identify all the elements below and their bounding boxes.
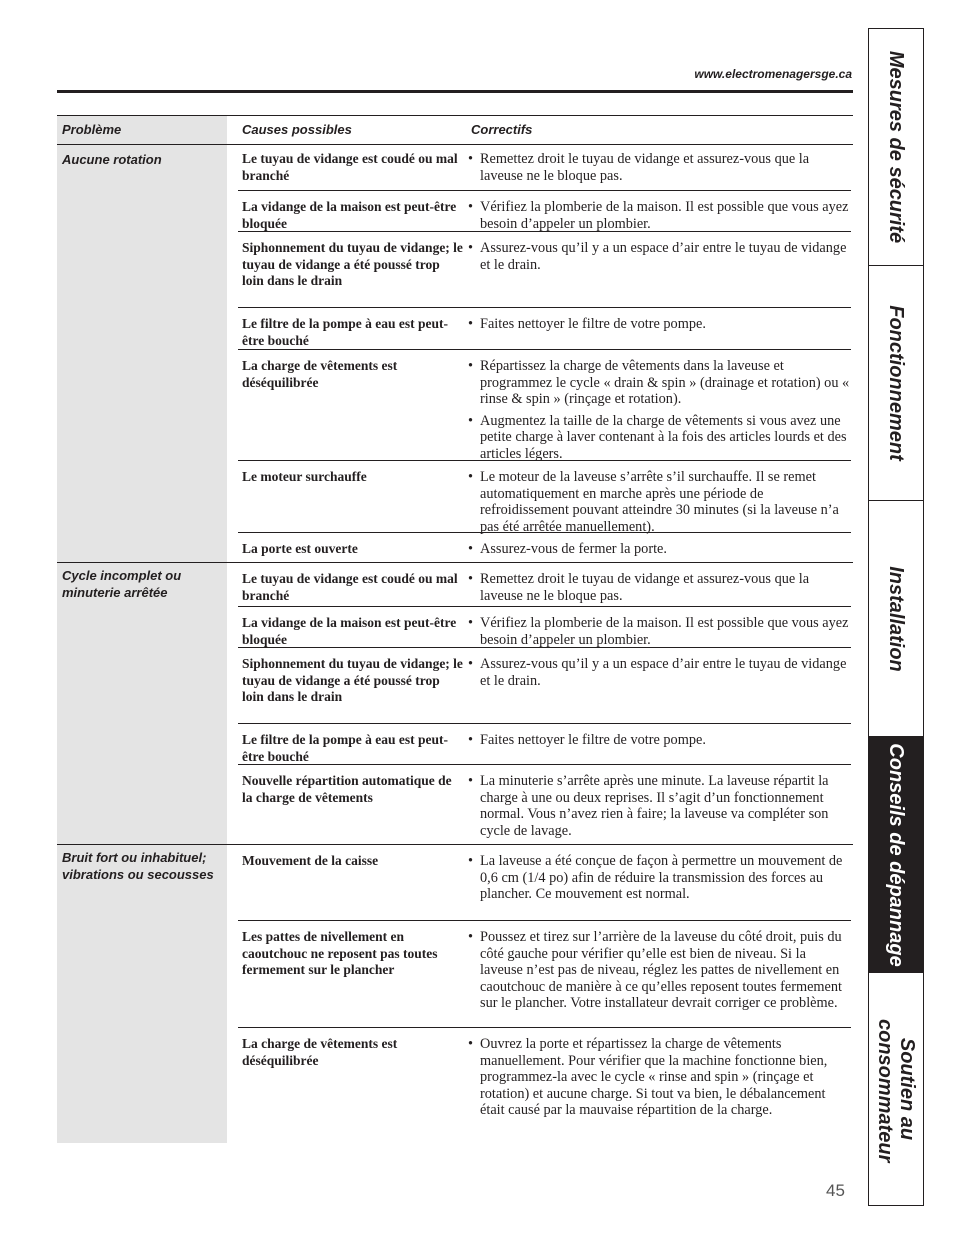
fix-list: [468, 571, 851, 609]
table-row: [238, 1027, 851, 1144]
fix-list: [468, 151, 851, 189]
fix-item: • Augmentez la taille de la charge de vêtements si vous avez une petite charge à laver contenant à la fois des articles lourds et des articles légers.: [468, 413, 851, 463]
table-row: [238, 606, 851, 648]
fix-list: [468, 1036, 851, 1124]
fix-item: • Vérifiez la plomberie de la maison. Il est possible que vous ayez besoin d’appeler un plombier.: [468, 615, 851, 648]
tab-label: Installation: [885, 565, 907, 672]
fix-list: [468, 240, 851, 278]
page-number: 45: [826, 1181, 845, 1200]
cause-text: Siphonnement du tuyau de vidange; le tuyau de vidange a été poussé trop loin dans le drain: [242, 240, 463, 288]
fix-item: • Faites nettoyer le filtre de votre pompe.: [468, 316, 851, 333]
section-sidebar: [868, 28, 924, 1206]
fix-item: • Remettez droit le tuyau de vidange et assurez-vous que la laveuse ne le bloque pas.: [468, 151, 851, 184]
problem-column-background: [57, 115, 227, 1143]
fix-item: • Ouvrez la porte et répartissez la charge de vêtements manuellement. Pour vérifier que la machine fonctionne bien, programmez-la avec le cycle « rinse and spin » (rinçage et rotation) et aucune charge. Si tout va bien, le débalancement était causé par la mauvaise répartition de la charge.: [468, 1036, 851, 1119]
header-fixes: Correctifs: [471, 122, 533, 137]
table-row: [238, 307, 851, 350]
table-row: [238, 349, 851, 461]
tab-installation[interactable]: [869, 501, 923, 737]
tab-soutien-au-consommateur[interactable]: [869, 973, 923, 1205]
table-header-row: [57, 115, 853, 145]
cause-text: La vidange de la maison est peut-être bloquée: [242, 199, 457, 231]
table-row: [238, 723, 851, 765]
fix-item: • Vérifiez la plomberie de la maison. Il est possible que vous ayez besoin d’appeler un plombier.: [468, 199, 851, 232]
tab-fonctionnement[interactable]: [869, 266, 923, 501]
website-url: www.electromenagersge.ca: [694, 67, 852, 81]
fix-item: • Assurez-vous de fermer la porte.: [468, 541, 851, 558]
table-row: [238, 845, 851, 920]
fix-item: • Remettez droit le tuyau de vidange et assurez-vous que la laveuse ne le bloque pas.: [468, 571, 851, 604]
fix-list: [468, 541, 851, 563]
cause-text: La charge de vêtements est déséquilibrée: [242, 358, 398, 390]
cause-text: Le tuyau de vidange est coudé ou mal branché: [242, 151, 458, 183]
problem-label: Cycle incomplet ou minuterie arrêtée: [62, 568, 182, 600]
table-row: [238, 190, 851, 232]
tab-mesures-de-securite[interactable]: [869, 29, 923, 266]
cause-text: Le moteur surchauffe: [242, 469, 367, 484]
table-row: [238, 143, 851, 190]
fix-item: • Faites nettoyer le filtre de votre pompe.: [468, 732, 851, 749]
cause-text: Le tuyau de vidange est coudé ou mal branché: [242, 571, 458, 603]
fix-item: • La minuterie s’arrête après une minute. La laveuse répartit la charge à une ou deux reprises. Il s’agit d’un fonctionnement normal. Vous n’avez rien à faire; la laveuse va compléter son cycle de lavage.: [468, 773, 851, 839]
fix-item: • Le moteur de la laveuse s’arrête s’il surchauffe. Il se remet automatiquement en marche après une période de refroidissement pouvant atteindre 30 minutes (si la laveuse n’a pas été arrêtée manuellement).: [468, 469, 851, 535]
fix-list: [468, 358, 851, 467]
table-row: [238, 460, 851, 533]
cause-text: Le filtre de la pompe à eau est peut-être bouché: [242, 732, 448, 764]
header-causes: Causes possibles: [242, 122, 352, 137]
tab-label: Fonctionnement: [885, 305, 907, 461]
table-row: [238, 532, 851, 563]
tab-conseils-de-depannage[interactable]: [869, 737, 923, 973]
tab-label: Soutien au consommateur: [874, 1019, 918, 1163]
header-problem: Problème: [62, 122, 122, 137]
cause-text: Siphonnement du tuyau de vidange; le tuyau de vidange a été poussé trop loin dans le drain: [242, 656, 463, 704]
cause-text: La vidange de la maison est peut-être bloquée: [242, 615, 457, 647]
fix-list: [468, 469, 851, 540]
table-row: [238, 920, 851, 1028]
fix-list: [468, 656, 851, 694]
fix-list: [468, 773, 851, 844]
header-rule: [57, 90, 853, 93]
problem-label: Bruit fort ou inhabituel; vibrations ou secousses: [62, 850, 214, 882]
fix-list: [468, 732, 851, 754]
cause-text: Le filtre de la pompe à eau est peut-être bouché: [242, 316, 448, 348]
fix-item: • Poussez et tirez sur l’arrière de la laveuse du côté droit, puis du côté gauche pour vérifier qu’elle est bien de niveau. Si la laveuse n’est pas de niveau, réglez les pattes de nivellement en caoutchouc de manière à ce qu’elles reposent toutes fermement sur le plancher. Votre installateur devrait corriger ce problème.: [468, 929, 851, 1012]
fix-item: • Assurez-vous qu’il y a un espace d’air entre le tuyau de vidange et le drain.: [468, 656, 851, 689]
fix-list: [468, 929, 851, 1017]
cause-text: Les pattes de nivellement en caoutchouc ne reposent pas toutes fermement sur le plancher: [242, 929, 438, 977]
tab-label: Conseils de dépannage: [885, 742, 907, 967]
fix-list: [468, 853, 851, 908]
table-row: [238, 764, 851, 845]
table-row: [238, 563, 851, 606]
table-row: [238, 231, 851, 308]
cause-text: La charge de vêtements est déséquilibrée: [242, 1036, 398, 1068]
fix-list: [468, 316, 851, 338]
fix-item: • Répartissez la charge de vêtements dans la laveuse et programmez le cycle « drain & spin » (drainage et rotation) ou « rinse & spin » (rinçage et rotation).: [468, 358, 851, 408]
cause-text: La porte est ouverte: [242, 541, 358, 556]
fix-item: • La laveuse a été conçue de façon à permettre un mouvement de 0,6 cm (1/4 po) afin de réduire la transmission des forces au plancher. Ce mouvement est normal.: [468, 853, 851, 903]
fix-item: • Assurez-vous qu’il y a un espace d’air entre le tuyau de vidange et le drain.: [468, 240, 851, 273]
table-row: [238, 647, 851, 724]
cause-text: Nouvelle répartition automatique de la charge de vêtements: [242, 773, 452, 805]
problem-label: Aucune rotation: [62, 152, 162, 167]
cause-text: Mouvement de la caisse: [242, 853, 379, 868]
tab-label: Mesures de sécurité: [885, 50, 907, 244]
